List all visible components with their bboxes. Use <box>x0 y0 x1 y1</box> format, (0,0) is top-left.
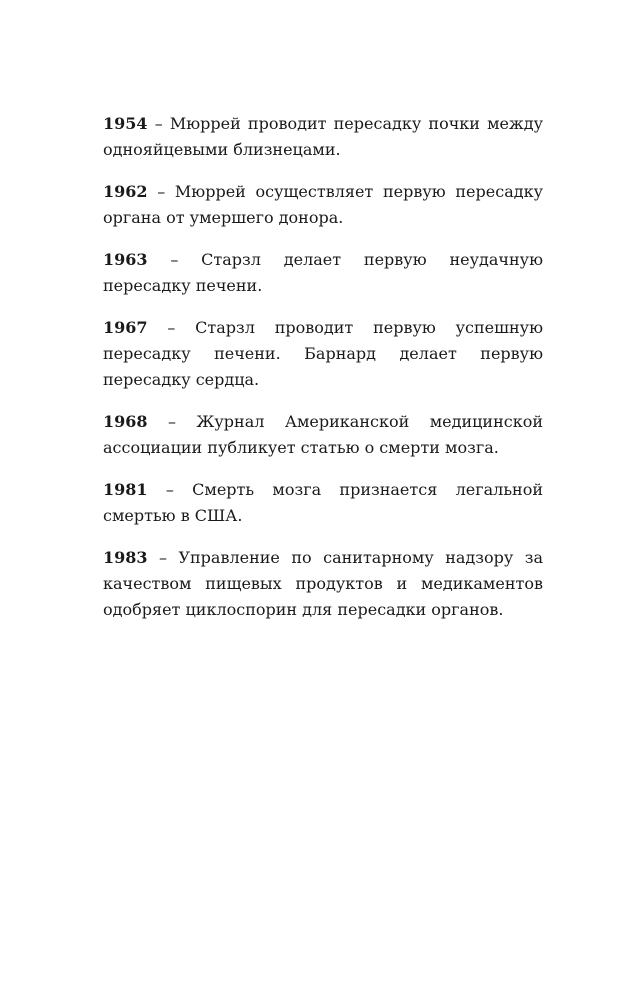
entry-text: – Смерть мозга признается легальной смертью в США. <box>103 480 543 525</box>
timeline-entry-1981 <box>103 477 543 529</box>
entry-text: – Старзл делает первую неудачную пересадку печени. <box>103 250 543 295</box>
entry-text: – Мюррей проводит пересадку почки между однояйцевыми близнецами. <box>103 114 543 159</box>
entry-year: 1968 <box>103 412 148 431</box>
entry-year: 1981 <box>103 480 148 499</box>
entry-text: – Журнал Американской медицинской ассоциации публикует статью о смерти мозга. <box>103 412 543 457</box>
entry-year: 1963 <box>103 250 148 269</box>
entry-year: 1962 <box>103 182 148 201</box>
entry-year: 1954 <box>103 114 148 133</box>
timeline-entry-1963 <box>103 247 543 299</box>
entry-text: – Мюррей осуществляет первую пересадку органа от умершего донора. <box>103 182 543 227</box>
timeline-entry-1983 <box>103 545 543 623</box>
entry-text: – Управление по санитарному надзору за качеством пищевых продуктов и медикаментов одобряет циклоспорин для пересадки органов. <box>103 548 543 619</box>
timeline-entry-1967 <box>103 315 543 393</box>
entry-year: 1983 <box>103 548 148 567</box>
entry-year: 1967 <box>103 318 148 337</box>
timeline-entry-1968 <box>103 409 543 461</box>
entry-text: – Старзл проводит первую успешную пересадку печени. Барнард делает первую пересадку сердца. <box>103 318 543 389</box>
timeline-entry-1962 <box>103 179 543 231</box>
timeline <box>103 111 543 639</box>
timeline-entry-1954 <box>103 111 543 163</box>
